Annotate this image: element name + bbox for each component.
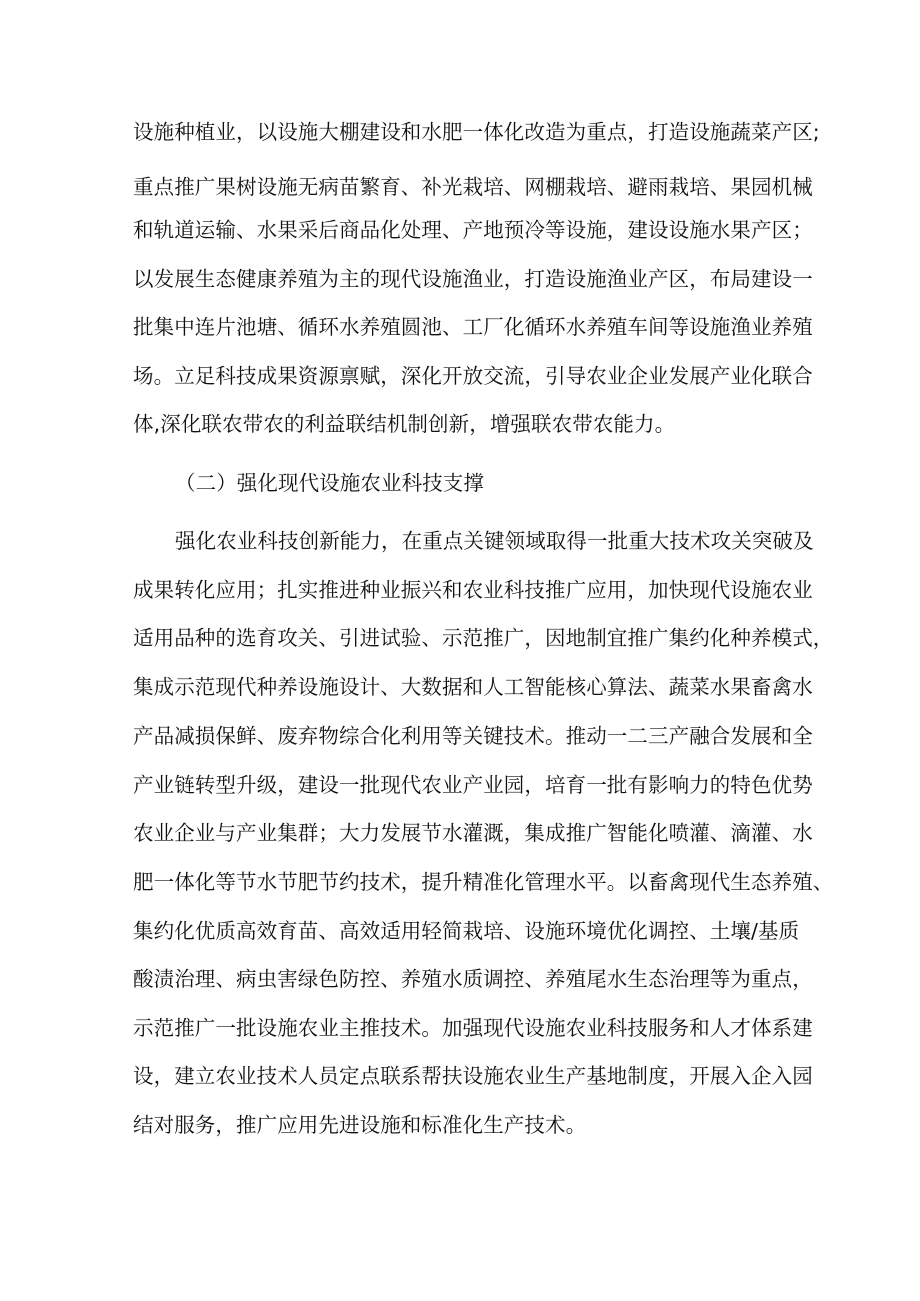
- paragraph-line: 强化农业科技创新能力，在重点关键领域取得一批重大技术攻关突破及: [175, 529, 814, 553]
- paragraph-line: 适用品种的选育攻关、引进试验、示范推广，因地制宜推广集约化种养模式，: [133, 626, 834, 650]
- paragraph-line: 集成示范现代种养设施设计、大数据和人工智能核心算法、蔬菜水果畜禽水: [133, 675, 813, 699]
- section-heading: （二）强化现代设施农业科技支撑: [175, 471, 484, 495]
- paragraph-line: 重点推广果树设施无病苗繁育、补光栽培、网棚栽培、避雨栽培、果园机械: [133, 175, 813, 199]
- paragraph-line: 以发展生态健康养殖为主的现代设施渔业，打造设施渔业产区，布局建设一: [133, 267, 813, 291]
- paragraph-line: 示范推广一批设施农业主推技术。加强现代设施农业科技服务和人才体系建: [133, 1016, 813, 1040]
- paragraph-line: 酸渍治理、病虫害绿色防控、养殖水质调控、养殖尾水生态治理等为重点，: [133, 967, 813, 991]
- paragraph-line: 和轨道运输、水果采后商品化处理、产地预冷等设施，建设设施水果产区；: [133, 218, 813, 242]
- paragraph-line: 设施种植业，以设施大棚建设和水肥一体化改造为重点，打造设施蔬菜产区;: [133, 120, 820, 144]
- paragraph-line: 集约化优质高效育苗、高效适用轻简栽培、设施环境优化调控、土壤/基质: [133, 919, 800, 943]
- paragraph-line: 场。立足科技成果资源禀赋，深化开放交流，引导农业企业发展产业化联合: [133, 364, 813, 388]
- paragraph-line: 成果转化应用；扎实推进种业振兴和农业科技推广应用，加快现代设施农业: [133, 578, 813, 602]
- paragraph-line: 产品减损保鲜、废弃物综合化利用等关键技术。推动一二三产融合发展和全: [133, 724, 813, 748]
- paragraph-line: 产业链转型升级，建设一批现代农业产业园，培育一批有影响力的特色优势: [133, 773, 813, 797]
- paragraph-line: 结对服务，推广应用先进设施和标准化生产技术。: [133, 1113, 587, 1137]
- paragraph-line: 批集中连片池塘、循环水养殖圆池、工厂化循环水养殖车间等设施渔业养殖: [133, 315, 813, 339]
- paragraph-line: 农业企业与产业集群；大力发展节水灌溉，集成推广智能化喷灌、滴灌、水: [133, 821, 813, 845]
- paragraph-line: 肥一体化等节水节肥节约技术，提升精准化管理水平。以畜禽现代生态养殖、: [133, 870, 834, 894]
- paragraph-line: 设，建立农业技术人员定点联系帮扶设施农业生产基地制度，开展入企入园: [133, 1064, 813, 1088]
- paragraph-line: 体,深化联农带农的利益联结机制创新，增强联农带农能力。: [133, 412, 676, 436]
